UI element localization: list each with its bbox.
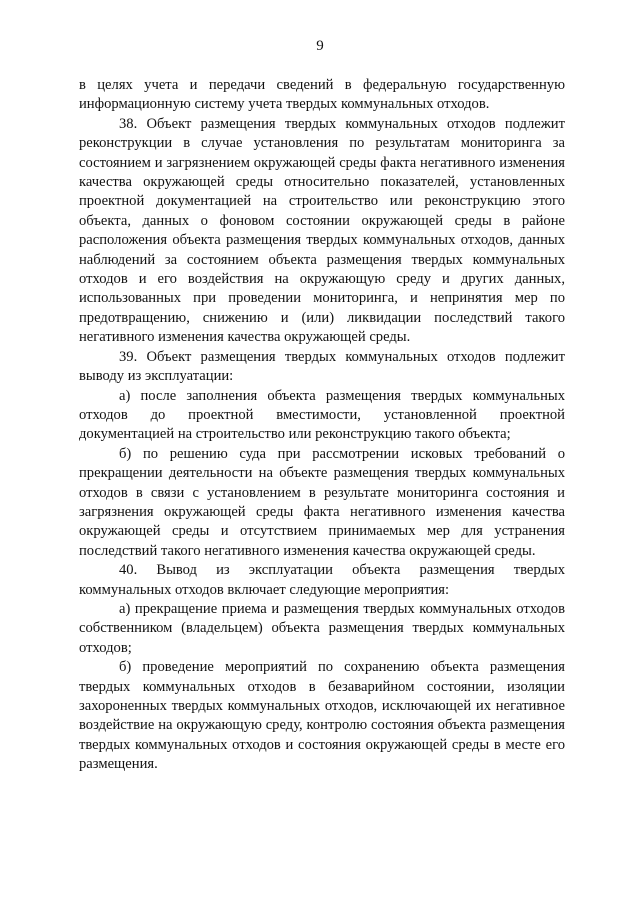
- paragraph-item-38: 38. Объект размещения твердых коммунальных отходов подлежит реконструкции в случае установления по результатам мониторинга за состоянием и загрязнением окружающей среды факта негативного изменения качества окружающей среды относительно показателей, установленных проектной документацией на строительство или реконструкцию этого объекта, данных о фоновом состоянии окружающей среды в районе расположения объекта размещения твердых коммунальных отходов, данных наблюдений за состоянием объекта размещения твердых коммунальных отходов и его воздействия на окружающую среду и других данных, использованных при проведении мониторинга, и непринятия мер по предотвращению, снижению и (или) ликвидации последствий такого негативного изменения качества окружающей среды.: [79, 115, 565, 346]
- paragraph-continuation: в целях учета и передачи сведений в федеральную государственную информационную систему учета твердых коммунальных отходов.: [79, 77, 565, 113]
- document-body: [79, 76, 565, 775]
- page-number: 9: [316, 38, 324, 54]
- paragraph-item-39: 39. Объект размещения твердых коммунальных отходов подлежит выводу из эксплуатации:: [79, 348, 565, 385]
- paragraph-item-39-b: б) по решению суда при рассмотрении исковых требований о прекращении деятельности на объекте размещения твердых коммунальных отходов в связи с установлением в результате мониторинга состояния и загрязнения окружающей среды факта негативного изменения качества окружающей среды и отсутствием принимаемых мер для устранения последствий такого негативного изменения качества окружающей среды.: [79, 445, 565, 559]
- paragraph-item-40-b: б) проведение мероприятий по сохранению объекта размещения твердых коммунальных отходов в безаварийном состоянии, изоляции захороненных твердых коммунальных отходов, исключающей их негативное воздействие на окружающую среду, контролю состояния объекта размещения твердых коммунальных отходов и состояния окружающей среды в месте его размещения.: [79, 659, 565, 773]
- paragraph-item-40-a: а) прекращение приема и размещения твердых коммунальных отходов собственником (владельцем) объекта размещения твердых коммунальных отходов;: [79, 600, 565, 656]
- paragraph-item-40: 40. Вывод из эксплуатации объекта размещения твердых коммунальных отходов включает следующие мероприятия:: [79, 562, 565, 598]
- paragraph-item-39-a: а) после заполнения объекта размещения твердых коммунальных отходов до проектной вместимости, установленной проектной документацией на строительство или реконструкцию такого объекта;: [79, 387, 565, 443]
